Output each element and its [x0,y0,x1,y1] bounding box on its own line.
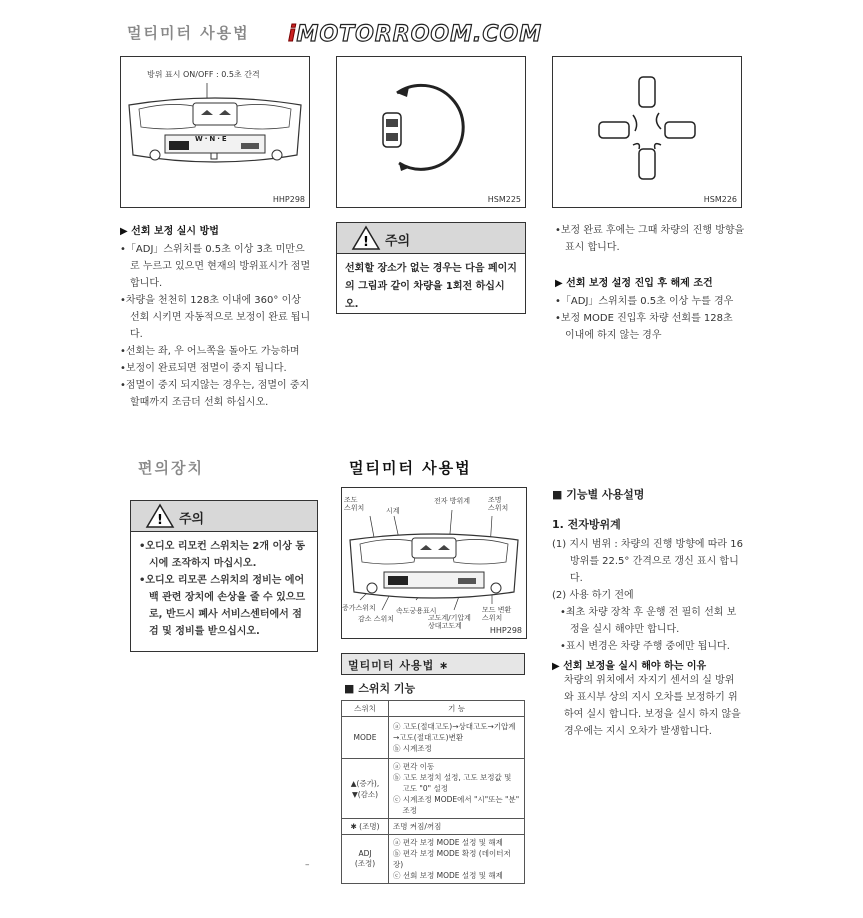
logo-text: MOTORROOM.COM [296,22,543,47]
section-heading: ▶ 선회 보정 설정 진입 후 해제 조건 [555,278,713,289]
figure-cross-turn [552,56,742,208]
figure-circular-turn [336,56,526,208]
function-line: ⓐ 편각 이동 [393,762,435,771]
section-title-multimeter: 멀티미터 사용법 [349,459,472,477]
logo-prefix: i [288,22,297,47]
page-header-title: 멀티미터 사용법 [127,24,250,42]
table-cell-switch: ✱ (조명) [342,819,389,835]
label-mode-switch: 모드 변환 스위치 [482,606,512,622]
section-heading: ▶ 선회 보정 실시 방법 [120,226,219,237]
list-item: •최초 차량 장착 후 운행 전 필히 선회 보정을 실시 해야만 합니다. [560,607,737,635]
list-item: •점멸이 중지 되지않는 경우는, 점멸이 중지 할때까지 조금더 선회 하십시오. [120,380,310,408]
svg-text:!: ! [157,513,163,528]
caution-box [336,222,526,314]
console-illustration [121,57,309,207]
table-subtitle: ■ 스위치 기능 [344,682,416,695]
circle-turn-illustration [337,57,525,207]
function-line: →고도(절대고도)변환 [393,733,464,742]
table-section-title-box [341,653,525,675]
list-item: •오디오 리모컨 스위치는 2개 이상 동시에 조작하지 마십시오. [139,541,305,569]
section-heading: ▶ 선회 보정을 실시 해야 하는 이유 [552,661,707,672]
label-increase-switch: 증가스위치 [342,604,376,612]
function-line: ⓑ 고도 보정치 설정, 고도 보정값 및 [393,773,512,782]
figure-code: HHP298 [489,626,522,635]
table-header: 스위치 [342,701,389,717]
caution-text: 선회할 장소가 없는 경우는 다음 페이지의 그림과 같이 차량을 1회전 하십시오. [345,263,517,310]
switch-function-table [341,700,525,884]
function-line: 고도 "0" 설정 [393,784,448,793]
list-item: •차량을 천천히 128초 이내에 360° 이상 선회 시키면 자동적으로 보정이 완료 됩니다. [120,295,311,340]
list-item: •선회는 좌, 우 어느쪽을 돌아도 가능하며 [120,346,300,357]
function-line: ⓐ 편각 보정 MODE 설정 및 해제 [393,838,503,847]
list-item: •「ADJ」스위치를 0.5초 이상 누를 경우 [555,296,734,307]
cross-turn-illustration [553,57,741,207]
caution-box-audio [130,500,318,652]
function-description-section [552,486,744,740]
function-line: ⓒ 선회 보정 MODE 설정 및 해제 [393,871,503,880]
function-line: 조정 [393,806,418,815]
table-cell-function [389,819,525,835]
figure-code: HSM226 [703,195,737,204]
paragraph: 차량의 위치에서 자지기 센서의 실 방위와 표시부 상의 지시 오차를 보정하기 위하여 실시 합니다. 보정을 실시 하지 않을 경우에는 지시 오차가 발생합니다. [564,675,741,737]
list-item: •보정 완료 후에는 그때 차량의 진행 방향을 표시 합니다. [555,225,745,253]
figure-console-labeled [341,487,527,639]
site-logo [288,22,542,47]
paragraph: (1) 지시 범위 : 차량의 진행 방향에 따라 16방위를 22.5° 간격으로 갱신 표시 합니다. [552,539,743,584]
label-compass: 전자 방위계 [434,497,471,505]
section-title-convenience: 편의장치 [138,459,204,477]
table-cell-function [389,717,525,759]
function-line: ⓑ 편각 보정 MODE 확정 (데이터저장) [393,849,511,869]
function-line: ⓑ 시계조정 [393,744,432,753]
list-item: •표시 변경은 차량 주행 중에만 됩니다. [560,641,730,652]
item-title: 1. 전자방위계 [552,518,621,531]
warning-icon [351,225,381,251]
list-item: •오디오 리모콘 스위치의 정비는 에어백 관련 장치에 손상을 줄 수 있으므로, 반드시 폐사 서비스센터에서 점검 및 정비를 받으십시오. [139,575,306,637]
figure-console-display [120,56,310,208]
warning-icon [145,503,175,529]
svg-text:!: ! [363,235,369,250]
table-cell-switch: MODE [342,717,389,759]
footer-mark: – [305,860,310,870]
list-item: •보정이 완료되면 점멸이 중지 됩니다. [120,363,287,374]
label-jodo-switch: 조도 스위치 [344,496,365,512]
table-cell-function [389,835,525,884]
figure-code: HSM225 [487,195,521,204]
compass-display-text: W·N·E [195,135,229,143]
table-cell-function [389,759,525,819]
label-clock: 시계 [386,507,400,515]
list-item: •「ADJ」스위치를 0.5초 이상 3초 미만으로 누르고 있으면 현재의 방위표시가 점멸 합니다. [120,244,311,289]
turn-correction-exit-section [555,222,745,344]
figure-code: HHP298 [272,195,305,204]
caution-label: 주의 [385,234,411,249]
function-line: ⓐ 고도(절대고도)→상대고도→기압계 [393,722,516,731]
table-section-title: 멀티미터 사용법 ∗ [348,659,450,672]
paragraph: (2) 사용 하기 전에 [552,590,634,601]
figure-annotation: 방위 표시 ON/OFF : 0.5초 간격 [147,70,260,79]
section-heading: ■ 기능별 사용설명 [552,488,645,501]
caution-label: 주의 [179,512,205,527]
label-speed-display: 속도궁용표시 [396,607,437,615]
function-line: ⓒ 시계조정 MODE에서 "시"또는 "분" [393,795,520,804]
table-header: 기 능 [389,701,525,717]
list-item: •보정 MODE 진입후 차량 선회를 128초 이내에 하지 않는 경우 [555,313,733,341]
turn-correction-section [120,222,312,411]
function-line: 조명 켜짐/꺼짐 [393,822,442,831]
label-light-switch: 조명 스위치 [488,496,509,512]
table-cell-switch: ADJ (조정) [342,835,389,884]
label-altimeter: 고도계/기압계 상대고도계 [428,614,471,630]
table-cell-switch: ▲(증가), ▼(감소) [342,759,389,819]
label-decrease-switch: 감소 스위치 [358,615,395,623]
